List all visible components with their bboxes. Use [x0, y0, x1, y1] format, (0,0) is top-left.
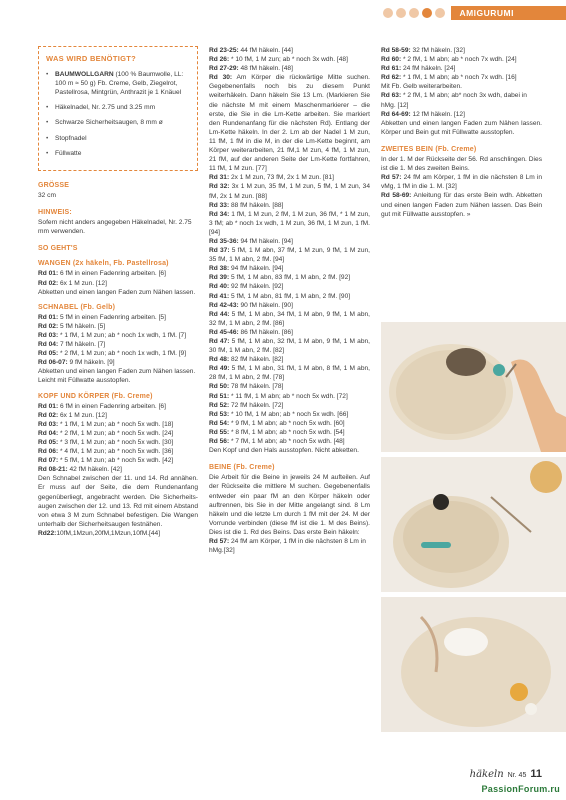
pattern-row — [209, 46, 370, 55]
pattern-row — [209, 337, 370, 355]
pattern-row — [38, 429, 198, 438]
round-text: * 8 fM, 1 M abn; ab * noch 5x wdh. [54] — [229, 428, 345, 436]
round-label: Rd 61: — [381, 65, 402, 73]
pattern-row — [381, 173, 542, 191]
section-heading: WANGEN (2x häkeln, Fb. Pastellrosa) — [38, 260, 169, 268]
material-item-text: Stopfnadel — [55, 134, 87, 142]
round-text: Abketten und einen langen Faden zum Nähen lassen. Körper und Bein gut mit Füllwatte ausstopfen. — [381, 119, 542, 136]
pattern-row — [209, 401, 370, 410]
pattern-row — [209, 173, 370, 182]
round-text: 24 fM häkeln. [24] — [401, 65, 456, 73]
legs-text: Die Arbeit für die Beine in jeweils 24 M aufteilen. Auf der Rückseite die mittlere M suchen. Gegebenenfalls entweder ein paar fM an den Körper häkeln oder auftrennen, bis Sie in der Mitte angelangt sind. 8 Lm häkeln und die letzte Lm durch 1 fM mit der 24. M der Vorrunde verbinden (diese fM ist die 1. M des Beins). Dies ist die 1. Rd des Beins. Das erste Bein häkeln: — [209, 474, 370, 536]
legs-rows — [209, 537, 370, 555]
round-text: * 2 fM, 1 M zun; ab * noch 5x wdh. [24] — [58, 429, 174, 437]
pattern-row — [381, 110, 542, 119]
material-item-text: (100 % Baumwolle, LL: 100 m ≈ 50 g) Fb. Creme, Gelb, Ziegelrot, Pastellrosa, Mintgrün, Anthrazit je 1 Knäuel — [55, 71, 184, 97]
round-label: Rd 33: — [209, 201, 230, 209]
round-label: Rd 41: — [209, 292, 230, 300]
round-label: Rd 04: — [38, 429, 59, 437]
round-text: * 10 fM, 1 M zun; ab * noch 3x wdh. [48] — [229, 56, 348, 64]
second-leg-text: In der 1. M der Rückseite der 56. Rd anschlingen. Dies ist die 1. M des zweiten Beins. — [381, 156, 542, 173]
pattern-row — [209, 355, 370, 364]
pattern-row — [209, 273, 370, 282]
howto-title: SO GEHT'S — [38, 245, 78, 253]
round-label: Rd 34: — [209, 210, 230, 218]
pattern-row — [209, 446, 370, 455]
materials-title: WAS WIRD BENÖTIGT? — [46, 54, 136, 63]
round-text: * 2 fM, 1 M zun; ab * noch 1x wdh, 1 fM. [9] — [58, 350, 187, 358]
pattern-row — [209, 428, 370, 437]
round-label: Rd 56: — [209, 438, 230, 446]
pattern-row — [38, 474, 198, 529]
round-label: Rd 04: — [38, 341, 59, 349]
pattern-row — [38, 420, 198, 429]
pattern-row — [209, 237, 370, 246]
round-label: Rd 31: — [209, 174, 230, 182]
round-label: Rd 02: — [38, 279, 59, 287]
round-text: 94 fM häkeln. [94] — [229, 265, 284, 273]
round-text: 7 fM häkeln. [7] — [58, 341, 106, 349]
photo-crochet-body-2 — [381, 457, 566, 592]
round-label: Rd 49: — [209, 365, 230, 373]
round-text: 5 fM in einen Fadenring arbeiten. [5] — [58, 313, 166, 321]
pattern-row — [38, 313, 198, 322]
round-text: 5 fM, 1 M abn, 34 fM, 1 M abn, 9 fM, 1 M abn, 32 fM, 1 M abn, 2 fM. [86] — [209, 310, 370, 327]
round-label: Rd 53: — [209, 410, 230, 418]
round-label: Rd22: — [38, 529, 57, 537]
round-text: 6x 1 M zun. [12] — [58, 279, 107, 287]
round-text: 6 fM in einen Fadenring arbeiten. [6] — [58, 402, 166, 410]
round-text: 2x 1 M zun, 73 fM, 2x 1 M zun. [81] — [229, 174, 334, 182]
pattern-row — [209, 292, 370, 301]
round-text: * 2 fM, 1 M abn; ab * noch 7x wdh. [24] — [401, 56, 517, 64]
round-label: Rd 26: — [209, 56, 230, 64]
pattern-row — [381, 91, 542, 109]
col1-sections — [38, 259, 198, 538]
round-text: 44 fM häkeln. [44] — [238, 47, 293, 54]
pattern-row — [38, 376, 198, 385]
pattern-row — [209, 301, 370, 310]
round-label: Rd 39: — [209, 274, 230, 282]
round-text: 3x 1 M zun, 35 fM, 1 M zun, 5 fM, 1 M zun, 34 fM, 2x 1 M zun. [88] — [209, 183, 370, 200]
size-text: 32 cm — [38, 191, 56, 199]
pattern-row — [209, 201, 370, 210]
round-label: Rd 45-46: — [209, 328, 239, 336]
material-item-text: Häkelnadel, Nr. 2.75 und 3.25 mm — [55, 104, 156, 112]
round-text: Anleitung für das erste Bein wdh. Abketten und einen langen Faden zum Nähen lassen. Das Bein gut mit Füllwatte ausstopfen. » — [381, 192, 542, 218]
col2-rows — [209, 46, 370, 455]
pattern-row — [381, 191, 542, 218]
round-label: Rd 62: — [381, 74, 402, 82]
pattern-row — [209, 282, 370, 291]
nav-dot[interactable] — [409, 8, 419, 18]
pattern-row — [38, 447, 198, 456]
round-text: 5 fM, 1 M abn, 32 fM, 1 M abn, 9 fM, 1 M abn, 30 fM, 1 M abn, 2 fM. [82] — [209, 338, 370, 355]
round-label: Rd 55: — [209, 428, 230, 436]
round-label: Rd 32: — [209, 183, 230, 191]
round-text: * 9 fM, 1 M abn; ab * noch 5x wdh. [60] — [229, 419, 345, 427]
round-label: Rd 54: — [209, 419, 230, 427]
round-text: 5 fM häkeln. [5] — [58, 322, 106, 330]
second-leg-rows — [381, 173, 542, 218]
material-item — [46, 134, 190, 143]
material-item-name: BAUMWOLLGARN — [55, 71, 114, 79]
round-text: * 2 fM, 1 M abn; ab* noch 3x wdh, dabei in hMg. [12] — [381, 92, 527, 109]
legs-title: BEINE (Fb. Creme) — [209, 464, 275, 472]
crochet-photo-1 — [381, 322, 566, 452]
pattern-row — [209, 210, 370, 237]
section-tag: AMIGURUMI — [451, 6, 566, 20]
issue-number: Nr. 45 — [507, 772, 527, 779]
round-label: Rd 57: — [209, 537, 230, 545]
round-label: Rd 06: — [38, 448, 59, 456]
round-label: Rd 47: — [209, 338, 230, 345]
pattern-row — [209, 364, 370, 382]
pattern-row — [38, 331, 198, 340]
round-label: Rd 52: — [209, 401, 230, 409]
round-label: Rd 37: — [209, 247, 230, 255]
pattern-row — [209, 437, 370, 446]
round-label: Rd 07: — [38, 457, 59, 465]
column-2 — [209, 46, 370, 555]
pattern-row — [38, 340, 198, 349]
pattern-row — [38, 279, 198, 288]
pattern-row — [209, 537, 370, 555]
round-label: Rd 23-25: — [209, 47, 239, 54]
pattern-row — [38, 402, 198, 411]
round-text: 10fM,1Mzun,20fM,1Mzun,10fM.[44] — [56, 529, 161, 537]
magazine-brand: häkeln — [469, 769, 504, 780]
round-label: Rd 63: — [381, 92, 402, 100]
nav-dot[interactable] — [383, 8, 393, 18]
round-label: Rd 51: — [209, 392, 230, 400]
round-label: Rd 60: — [381, 56, 402, 64]
round-text: 94 fM häkeln. [94] — [238, 237, 293, 245]
material-item — [46, 118, 190, 127]
pattern-row — [209, 382, 370, 391]
photo-crochet-body-3 — [381, 597, 566, 732]
round-text: 48 fM häkeln. [48] — [238, 65, 293, 73]
pattern-row — [38, 411, 198, 420]
material-item — [46, 149, 190, 158]
pattern-row — [38, 349, 198, 358]
pattern-row — [209, 419, 370, 428]
round-text: 32 fM häkeln. [32] — [410, 47, 465, 54]
hint-text: Sofern nicht anders angegeben Häkelnadel, Nr. 2.75 mm verwenden. — [38, 219, 192, 236]
pattern-row — [209, 246, 370, 264]
materials-box — [38, 46, 198, 171]
size-title: GRÖSSE — [38, 181, 70, 189]
round-label: Rd 40: — [209, 283, 230, 291]
round-label: Rd 64-69: — [381, 110, 411, 118]
round-text: * 1 fM, 1 M zun; ab * noch 5x wdh. [18] — [58, 420, 174, 428]
pattern-row — [209, 410, 370, 419]
round-label: Rd 42-43: — [209, 301, 239, 309]
round-text: * 1 fM, 1 M zun; ab * noch 1x wdh, 1 fM. [7] — [58, 331, 187, 339]
pattern-row — [209, 73, 370, 173]
header-bar — [383, 6, 566, 20]
round-text: * 7 fM, 1 M abn; ab * noch 5x wdh. [48] — [229, 438, 345, 446]
round-label: Rd 48: — [209, 356, 230, 364]
page-footer — [470, 768, 542, 780]
round-label: Rd 57: — [381, 174, 402, 182]
pattern-row — [381, 119, 542, 137]
round-text: * 11 fM, 1 M abn; ab * noch 5x wdh. [72] — [229, 392, 348, 400]
round-text: Leicht mit Füllwatte ausstopfen. — [38, 377, 131, 385]
round-text: 5 fM, 1 M abn, 31 fM, 1 M abn, 8 fM, 1 M abn, 28 fM, 1 M abn, 2 fM. [78] — [209, 365, 370, 382]
round-label: Rd 44: — [209, 310, 230, 318]
pattern-row — [209, 55, 370, 64]
round-text: * 5 fM, 1 M zun; ab * noch 5x wdh. [42] — [58, 457, 174, 465]
round-label: Rd 08-21: — [38, 466, 68, 474]
round-text: 90 fM häkeln. [90] — [238, 301, 293, 309]
pattern-row — [209, 310, 370, 328]
round-text: Mit Fb. Gelb weiterarbeiten. — [381, 83, 462, 91]
round-label: Rd 05: — [38, 439, 59, 446]
round-label: Rd 01: — [38, 270, 59, 278]
round-text: 6 fM in einen Fadenring arbeiten. [6] — [58, 270, 166, 278]
materials-list — [46, 70, 190, 158]
round-text: Abketten und einen langen Faden zum Nähen lassen. — [38, 368, 196, 376]
round-text: Den Kopf und den Hals ausstopfen. Nicht abketten. — [209, 447, 359, 455]
material-item-text: Füllwatte — [55, 149, 82, 157]
round-text: * 10 fM, 1 M abn; ab * noch 5x wdh. [66] — [229, 410, 349, 418]
column-3 — [381, 46, 542, 219]
pattern-row — [38, 358, 198, 367]
pattern-row — [38, 269, 198, 278]
round-text: 42 fM häkeln. [42] — [67, 466, 122, 474]
round-text: * 1 fM, 1 M abn; ab * noch 7x wdh. [16] — [401, 74, 517, 82]
pattern-row — [38, 322, 198, 331]
column-1 — [38, 46, 198, 538]
round-text: 5 fM, 1 M abn, 37 fM, 1 M zun, 9 fM, 1 M zun, 35 fM, 1 M abn, 2 fM. [94] — [209, 247, 370, 264]
round-text: 5 fM, 1 M abn, 83 fM, 1 M abn, 2 fM. [92] — [229, 274, 351, 282]
col3-rows — [381, 46, 542, 137]
round-text: 88 fM häkeln. [88] — [229, 201, 284, 209]
round-text: * 4 fM, 1 M zun; ab * noch 5x wdh. [36] — [58, 448, 174, 456]
pattern-row — [209, 392, 370, 401]
pattern-row — [38, 367, 198, 376]
round-text: * 3 fM, 1 M zun; ab * noch 5x wdh. [30] — [58, 439, 174, 446]
page-number: 11 — [530, 768, 542, 780]
pattern-row — [209, 328, 370, 337]
round-label: Rd 01: — [38, 402, 59, 410]
round-label: Rd 05: — [38, 350, 59, 358]
pattern-row — [381, 46, 542, 55]
round-text: 24 fM am Körper, 1 fM in die nächsten 8 Lm in vMg, 1 fM in die 1. M. [32] — [381, 174, 542, 191]
round-text: 72 fM häkeln. [72] — [229, 401, 284, 409]
round-label: Rd 01: — [38, 313, 59, 321]
hint-title: HINWEIS: — [38, 208, 72, 216]
section-heading: SCHNABEL (Fb. Gelb) — [38, 303, 116, 311]
pattern-row — [38, 456, 198, 465]
round-label: Rd 27-29: — [209, 65, 239, 73]
nav-dot[interactable] — [396, 8, 406, 18]
round-label: Rd 50: — [209, 383, 230, 391]
section-heading: KOPF UND KÖRPER (Fb. Creme) — [38, 392, 153, 400]
round-text: 9 fM häkeln. [9] — [67, 359, 115, 367]
crochet-photo-2 — [381, 457, 566, 592]
material-item — [46, 70, 190, 97]
nav-dot[interactable] — [422, 8, 432, 18]
pattern-row — [381, 82, 542, 91]
round-text: 6x 1 M zun. [12] — [58, 411, 107, 419]
watermark: PassionForum.ru — [481, 784, 560, 794]
pattern-row — [38, 438, 198, 447]
pattern-row — [209, 182, 370, 200]
pattern-row — [381, 73, 542, 82]
round-text: Den Schnabel zwischen der 11. und 14. Rd annähen. Er muss auf der Seite, die dem Rundenanfang gegenüberliegt, angebracht werden. Die Sicherheits-augen zwischen der 12. und 13. Rd mit einem Abstand von etwa 3 M zum Schnabel befestigen. Die Wangen unterhalb der Sicherheitsaugen festnähen. — [38, 475, 198, 528]
round-label: Rd 30: — [209, 74, 233, 82]
pattern-row — [38, 529, 198, 538]
second-leg-title: ZWEITES BEIN (Fb. Creme) — [381, 145, 477, 153]
round-text: 1 fM, 1 M zun, 2 fM, 1 M zun, 36 fM, * 1 M zun, 3 fM; ab * noch 1x wdh, 1 M zun, 36 fM, 1 M zun, 1 fM.[94] — [209, 210, 371, 236]
round-label: Rd 38: — [209, 265, 230, 273]
round-text: 78 fM häkeln. [78] — [229, 383, 284, 391]
round-text: Am Körper die rückwärtige Mitte suchen. Gegebenenfalls noch bis zu diesem Punkt weiterhäkeln. Dann häkeln Sie 13 Lm. (Markieren Sie die nächste M mit einem Maschenmarkierer – die erste, die Sie in die Lm-Kette arbeiten. Sie markiert den Rundenanfang für die nächsten Rd). Entlang der Lm-Kette häkeln. In der 2. Lm ab der Nadel 1 M zun, 11 fM, 1 fM in die M, in der die Lm-Kette beginnt, am Körper weiterarbeiten, 21 fM,1 M zun, 4 fM, 1 M zun, 21 fM, auf der anderen Seite der Lm-Kette fortfahren, 11 fM, 1 M zun. [77] — [209, 74, 370, 173]
photo-crochet-body-1 — [381, 322, 566, 452]
pattern-row — [38, 465, 198, 474]
round-text: 92 fM häkeln. [92] — [229, 283, 284, 291]
pattern-row — [209, 64, 370, 73]
round-label: Rd 02: — [38, 411, 59, 419]
round-label: Rd 35-36: — [209, 237, 239, 245]
nav-dot[interactable] — [435, 8, 445, 18]
round-text: 82 fM häkeln. [82] — [229, 356, 284, 364]
round-text: 24 fM am Körper, 1 fM in die nächsten 8 Lm in hMg.[32] — [209, 537, 366, 555]
pattern-row — [381, 64, 542, 73]
material-item-text: Schwarze Sicherheitsaugen, 8 mm ø — [55, 119, 163, 127]
round-label: Rd 06-07: — [38, 359, 68, 367]
round-text: 12 fM häkeln. [12] — [410, 110, 465, 118]
round-label: Rd 02: — [38, 322, 59, 330]
round-label: Rd 03: — [38, 331, 59, 339]
round-label: Rd 58-69: — [381, 192, 412, 200]
pattern-row — [381, 55, 542, 64]
round-text: 5 fM, 1 M abn, 81 fM, 1 M abn, 2 fM. [90] — [229, 292, 351, 300]
crochet-photo-3 — [381, 597, 566, 732]
nav-dots — [383, 8, 445, 18]
pattern-row — [38, 288, 198, 297]
round-label: Rd 03: — [38, 420, 59, 428]
round-label: Rd 58-59: — [381, 47, 411, 54]
round-text: Abketten und einen langen Faden zum Nähen lassen. — [38, 288, 196, 296]
material-item — [46, 103, 190, 112]
round-text: 86 fM häkeln. [86] — [238, 328, 293, 336]
pattern-row — [209, 264, 370, 273]
